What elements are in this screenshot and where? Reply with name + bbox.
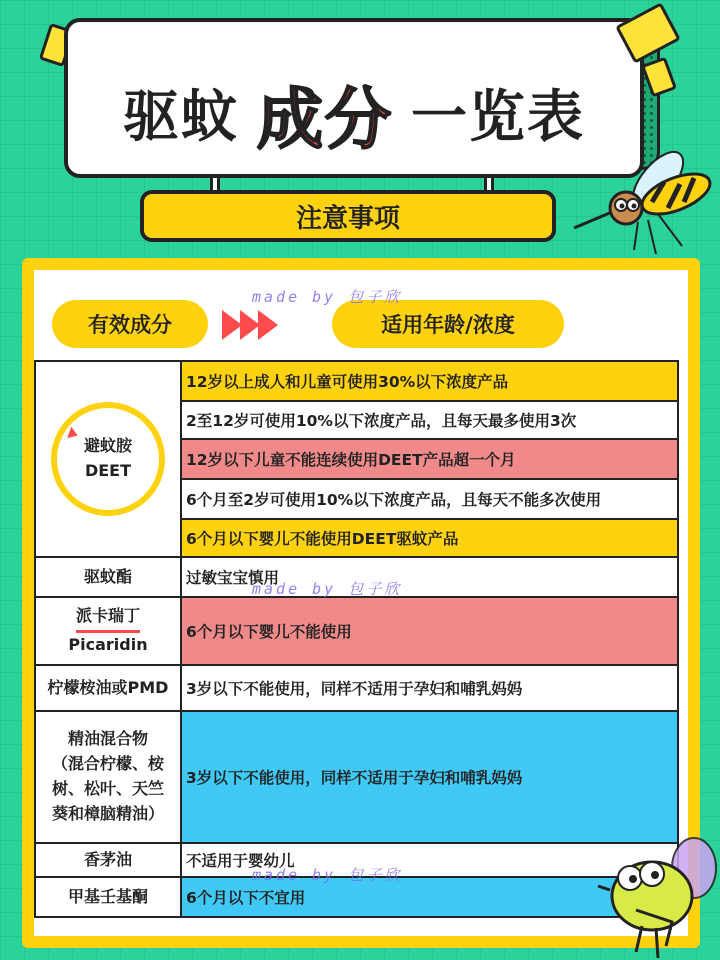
deet-item-4: 6个月至2岁可使用10%以下浓度产品，且每天不能多次使用 bbox=[181, 479, 678, 519]
deet-badge bbox=[51, 402, 165, 516]
citronella-desc: 不适用于婴幼儿 bbox=[181, 843, 678, 877]
table-row bbox=[35, 711, 678, 843]
methylnonyl-desc: 6个月以下不宜用 bbox=[181, 877, 678, 917]
triangle-icon bbox=[67, 427, 80, 441]
pmd-name: 柠檬桉油或PMD bbox=[35, 665, 181, 711]
watermark: made by 包子欣 bbox=[252, 288, 403, 306]
table-row bbox=[35, 597, 678, 665]
essential-name-cell bbox=[35, 711, 181, 843]
deet-item-2: 2至12岁可使用10%以下浓度产品，且每天最多使用3次 bbox=[181, 401, 678, 439]
ingredient-table bbox=[34, 360, 679, 918]
picaridin-name-zh: 派卡瑞丁 bbox=[76, 604, 140, 633]
essential-desc: 3岁以下不能使用，同样不适用于孕妇和哺乳妈妈 bbox=[181, 711, 678, 843]
picaridin-name-cell bbox=[35, 597, 181, 665]
title-part-3: 一览表 bbox=[411, 85, 585, 150]
mosquito-icon bbox=[596, 826, 720, 960]
methylnonyl-name: 甲基壬基酮 bbox=[35, 877, 181, 917]
deet-item-5: 6个月以下婴儿不能使用DEET驱蚊产品 bbox=[181, 519, 678, 557]
deet-name-cell bbox=[35, 361, 181, 557]
essential-name-line: 精油混合物 bbox=[67, 729, 148, 749]
pmd-desc: 3岁以下不能使用，同样不适用于孕妇和哺乳妈妈 bbox=[181, 665, 678, 711]
watermark: made by 包子欣 bbox=[252, 580, 403, 598]
citronella-name: 香茅油 bbox=[35, 843, 181, 877]
table-row bbox=[35, 361, 678, 401]
title-part-1: 驱蚊 bbox=[123, 85, 239, 150]
essential-name-line: 葵和樟脑精油） bbox=[51, 803, 164, 823]
title-card bbox=[64, 18, 644, 178]
arrow-right-icon bbox=[222, 310, 276, 340]
notice-banner: 注意事项 bbox=[140, 190, 556, 242]
essential-name-line: 树、松叶、天竺 bbox=[51, 779, 164, 798]
header-age: 适用年龄/浓度 bbox=[332, 300, 564, 348]
deet-name-en: DEET bbox=[84, 461, 132, 480]
table-row bbox=[35, 557, 678, 597]
title-part-2: 成分 bbox=[257, 80, 393, 158]
picaridin-desc: 6个月以下婴儿不能使用 bbox=[181, 597, 678, 665]
table-row bbox=[35, 843, 678, 877]
picaridin-name-en: Picaridin bbox=[68, 635, 148, 654]
deet-item-3: 12岁以下儿童不能连续使用DEET产品超一个月 bbox=[181, 439, 678, 479]
mosquito-icon bbox=[572, 150, 720, 260]
ir3535-name: 驱蚊酯 bbox=[35, 557, 181, 597]
deet-item-1: 12岁以上成人和儿童可使用30%以下浓度产品 bbox=[181, 361, 678, 401]
table-row bbox=[35, 665, 678, 711]
header-ingredient: 有效成分 bbox=[52, 300, 208, 348]
table-row bbox=[35, 877, 678, 917]
deet-name-zh: 避蚊胺 bbox=[83, 436, 132, 456]
watermark: made by 包子欣 bbox=[252, 866, 403, 884]
essential-name-line: （混合柠檬、桉 bbox=[51, 754, 164, 774]
ir3535-desc: 过敏宝宝慎用 bbox=[181, 557, 678, 597]
